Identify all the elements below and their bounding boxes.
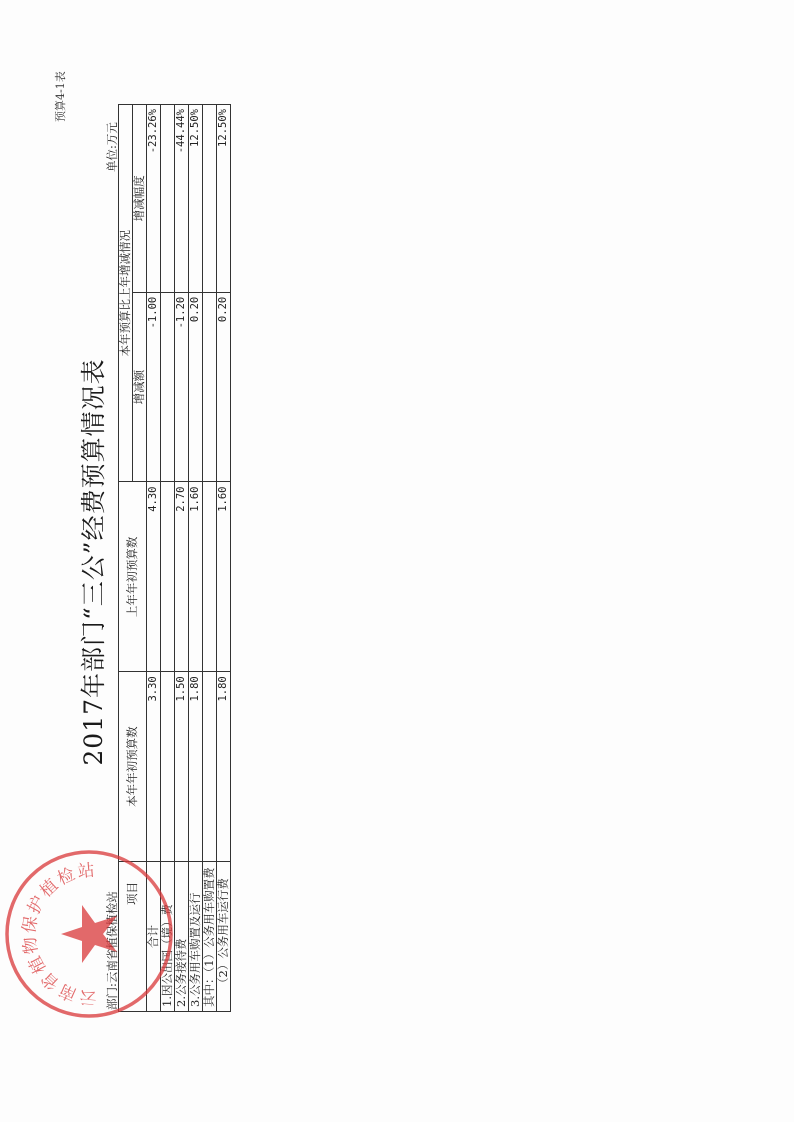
seal-text: 云南省植物保护植检站 bbox=[19, 860, 98, 1008]
row-previous bbox=[203, 482, 217, 672]
row-label: 其中：（1）公务用车购置费 bbox=[203, 862, 217, 1012]
header-change-rate: 增减幅度 bbox=[133, 105, 147, 293]
form-number: 预算4-1表 bbox=[54, 71, 67, 122]
row-change: -1.20 bbox=[175, 292, 189, 482]
table-row bbox=[217, 105, 231, 1012]
row-rate bbox=[203, 105, 217, 293]
row-rate: 12.50% bbox=[217, 105, 231, 293]
row-rate: -23.26% bbox=[147, 105, 161, 293]
row-label: 1.因公出国（境）费 bbox=[161, 862, 175, 1012]
header-change-amount: 增减额 bbox=[133, 292, 147, 482]
row-label: 3.公务用车购置及运行 bbox=[189, 862, 203, 1012]
row-current: 1.50 bbox=[175, 672, 189, 862]
department-label: 部门:云南省植保植检站 bbox=[105, 891, 119, 1010]
row-previous bbox=[161, 482, 175, 672]
row-rate: 12.50% bbox=[189, 105, 203, 293]
row-current: 1.80 bbox=[217, 672, 231, 862]
table-row bbox=[189, 105, 203, 1012]
table-row bbox=[203, 105, 217, 1012]
official-seal-stamp bbox=[1, 846, 177, 1022]
header-previous: 上年年初预算数 bbox=[119, 482, 147, 672]
row-current: 3.30 bbox=[147, 672, 161, 862]
row-label: （2）公务用车运行费 bbox=[217, 862, 231, 1012]
row-change: -1.00 bbox=[147, 292, 161, 482]
row-previous: 2.70 bbox=[175, 482, 189, 672]
row-previous: 4.30 bbox=[147, 482, 161, 672]
row-label: 合计 bbox=[147, 862, 161, 1012]
row-change: 0.20 bbox=[189, 292, 203, 482]
row-label: 2.公务接待费 bbox=[175, 862, 189, 1012]
unit-label: 单位:万元 bbox=[105, 122, 119, 172]
row-rate: -44.44% bbox=[175, 105, 189, 293]
seal-star-icon bbox=[61, 905, 117, 963]
header-item: 项目 bbox=[119, 862, 147, 1012]
row-current bbox=[203, 672, 217, 862]
row-change bbox=[161, 292, 175, 482]
row-change bbox=[203, 292, 217, 482]
header-current: 本年年初预算数 bbox=[119, 672, 147, 862]
row-rate bbox=[161, 105, 175, 293]
row-current: 1.80 bbox=[189, 672, 203, 862]
row-previous: 1.60 bbox=[217, 482, 231, 672]
page-title: 2017年部门“三公”经费预算情况表 bbox=[79, 358, 108, 766]
row-change: 0.20 bbox=[217, 292, 231, 482]
header-compare-group: 本年预算比上年增减情况 bbox=[119, 105, 133, 482]
row-current bbox=[161, 672, 175, 862]
row-previous: 1.60 bbox=[189, 482, 203, 672]
